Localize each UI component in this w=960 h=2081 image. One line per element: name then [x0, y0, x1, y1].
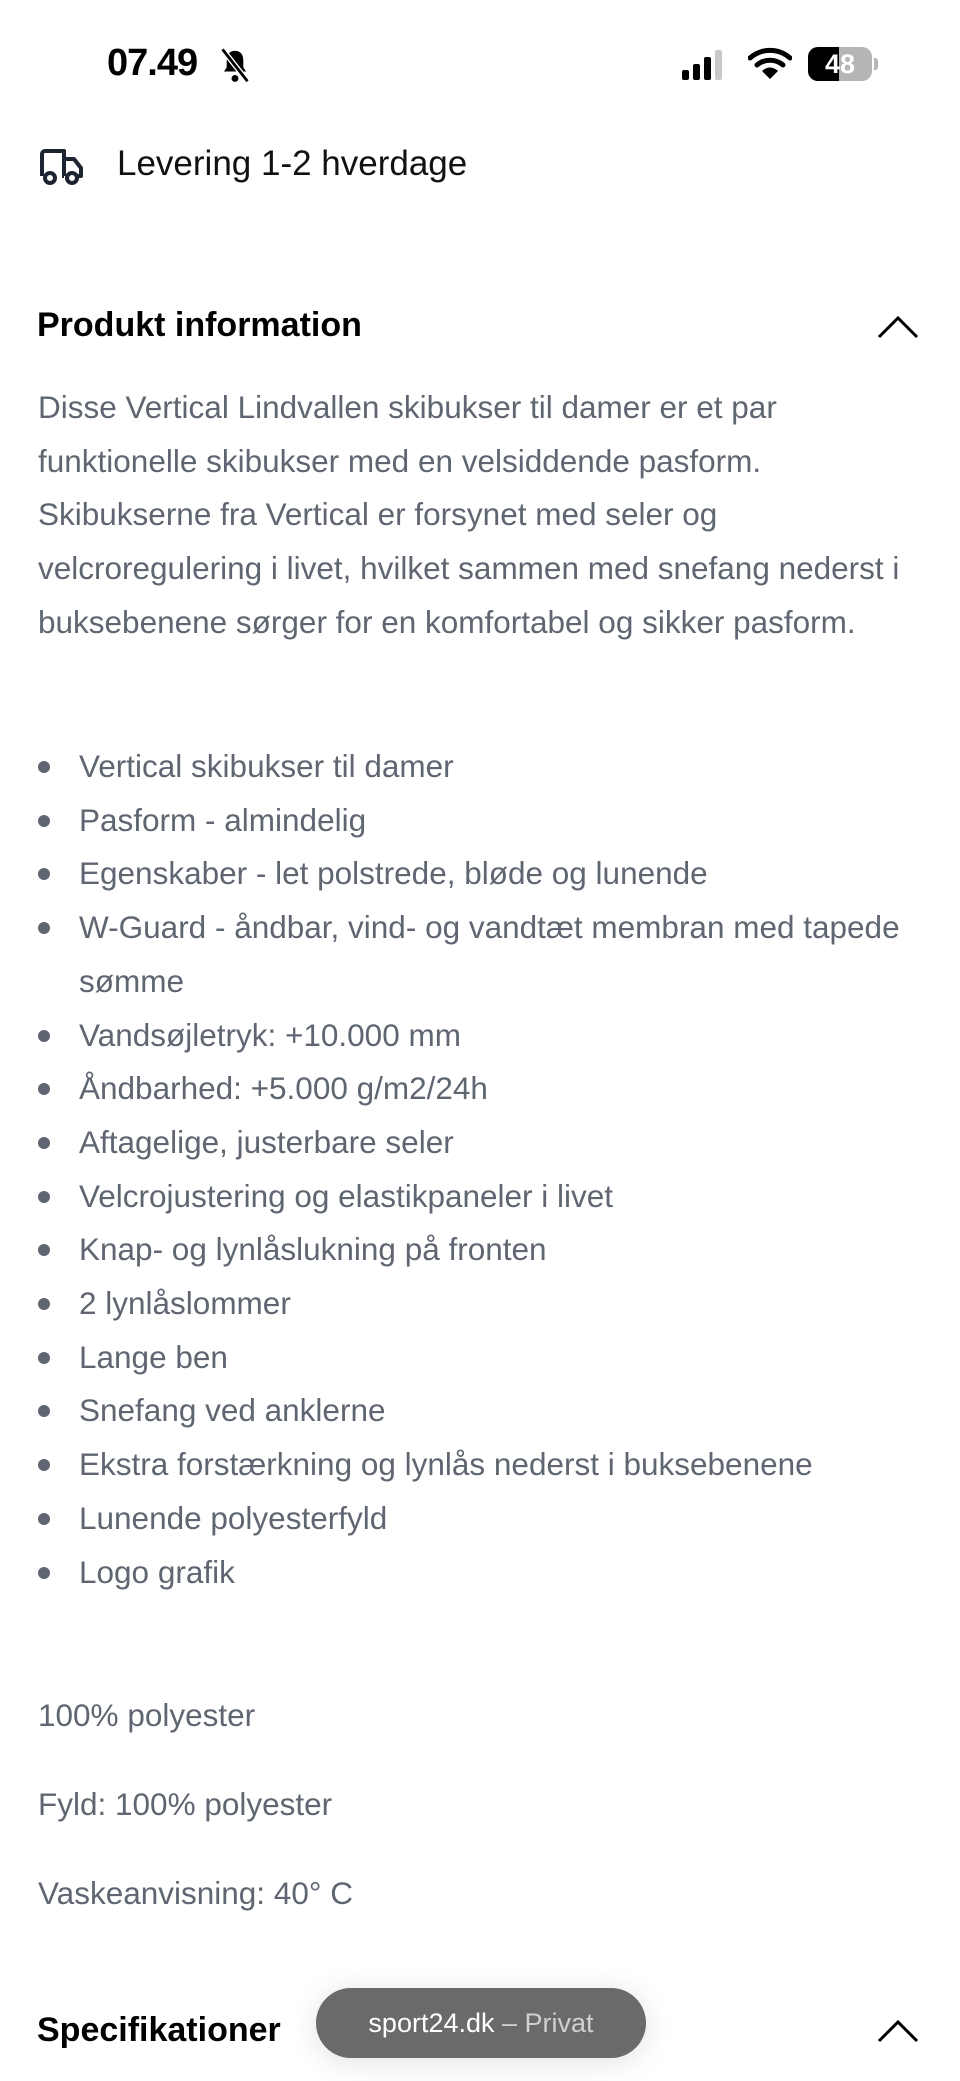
- cellular-signal-icon: [682, 50, 726, 80]
- silent-mode-icon: [218, 48, 252, 84]
- chevron-up-icon[interactable]: [876, 2018, 920, 2044]
- feature-item: Knap- og lynlåslukning på fronten: [38, 1223, 918, 1277]
- browser-address-pill[interactable]: [316, 1988, 646, 2058]
- feature-item: Snefang ved anklerne: [38, 1384, 918, 1438]
- site-host: sport24.dk: [368, 2008, 495, 2038]
- truck-icon: [38, 146, 86, 186]
- filling-text: Fyld: 100% polyester: [38, 1786, 333, 1822]
- care-text: Vaskeanvisning: 40° C: [38, 1875, 353, 1911]
- chevron-up-icon[interactable]: [876, 314, 920, 340]
- feature-item: Velcrojustering og elastikpaneler i livet: [38, 1170, 918, 1224]
- feature-item: Ekstra forstærkning og lynlås nederst i buksebenene: [38, 1438, 918, 1492]
- product-info-heading[interactable]: Produkt information: [37, 306, 362, 344]
- specifications-heading[interactable]: Specifikationer: [37, 2011, 281, 2049]
- feature-item: 2 lynlåslommer: [38, 1277, 918, 1331]
- feature-item: Logo grafik: [38, 1546, 918, 1600]
- feature-item: Lange ben: [38, 1331, 918, 1385]
- feature-list: [38, 740, 918, 1599]
- battery-percent: 48: [824, 49, 856, 79]
- battery-indicator: [808, 47, 872, 81]
- feature-item: Aftagelige, justerbare seler: [38, 1116, 918, 1170]
- feature-item: Pasform - almindelig: [38, 794, 918, 848]
- delivery-info: Levering 1-2 hverdage: [117, 144, 468, 183]
- material-text: 100% polyester: [38, 1697, 256, 1733]
- feature-item: Egenskaber - let polstrede, bløde og lunende: [38, 847, 918, 901]
- battery-tip: [874, 58, 878, 70]
- feature-item: Vandsøjletryk: +10.000 mm: [38, 1009, 918, 1063]
- status-time: 07.49: [107, 42, 198, 84]
- feature-item: W-Guard - åndbar, vind- og vandtæt membran med tapede sømme: [38, 901, 918, 1008]
- feature-item: Lunende polyesterfyld: [38, 1492, 918, 1546]
- feature-item: Vertical skibukser til damer: [38, 740, 918, 794]
- feature-item: Åndbarhed: +5.000 g/m2/24h: [38, 1062, 918, 1116]
- private-mode-label: – Privat: [502, 2008, 594, 2038]
- product-description: Disse Vertical Lindvallen skibukser til damer er et par funktionelle skibukser med en velsiddende pasform. Skibukserne fra Vertical er forsynet med seler og velcroregulering i livet, hvilket sammen med snefang nederst i buksebenene sørger for en komfortabel og sikker pasform.: [38, 389, 900, 640]
- wifi-icon: [748, 46, 792, 80]
